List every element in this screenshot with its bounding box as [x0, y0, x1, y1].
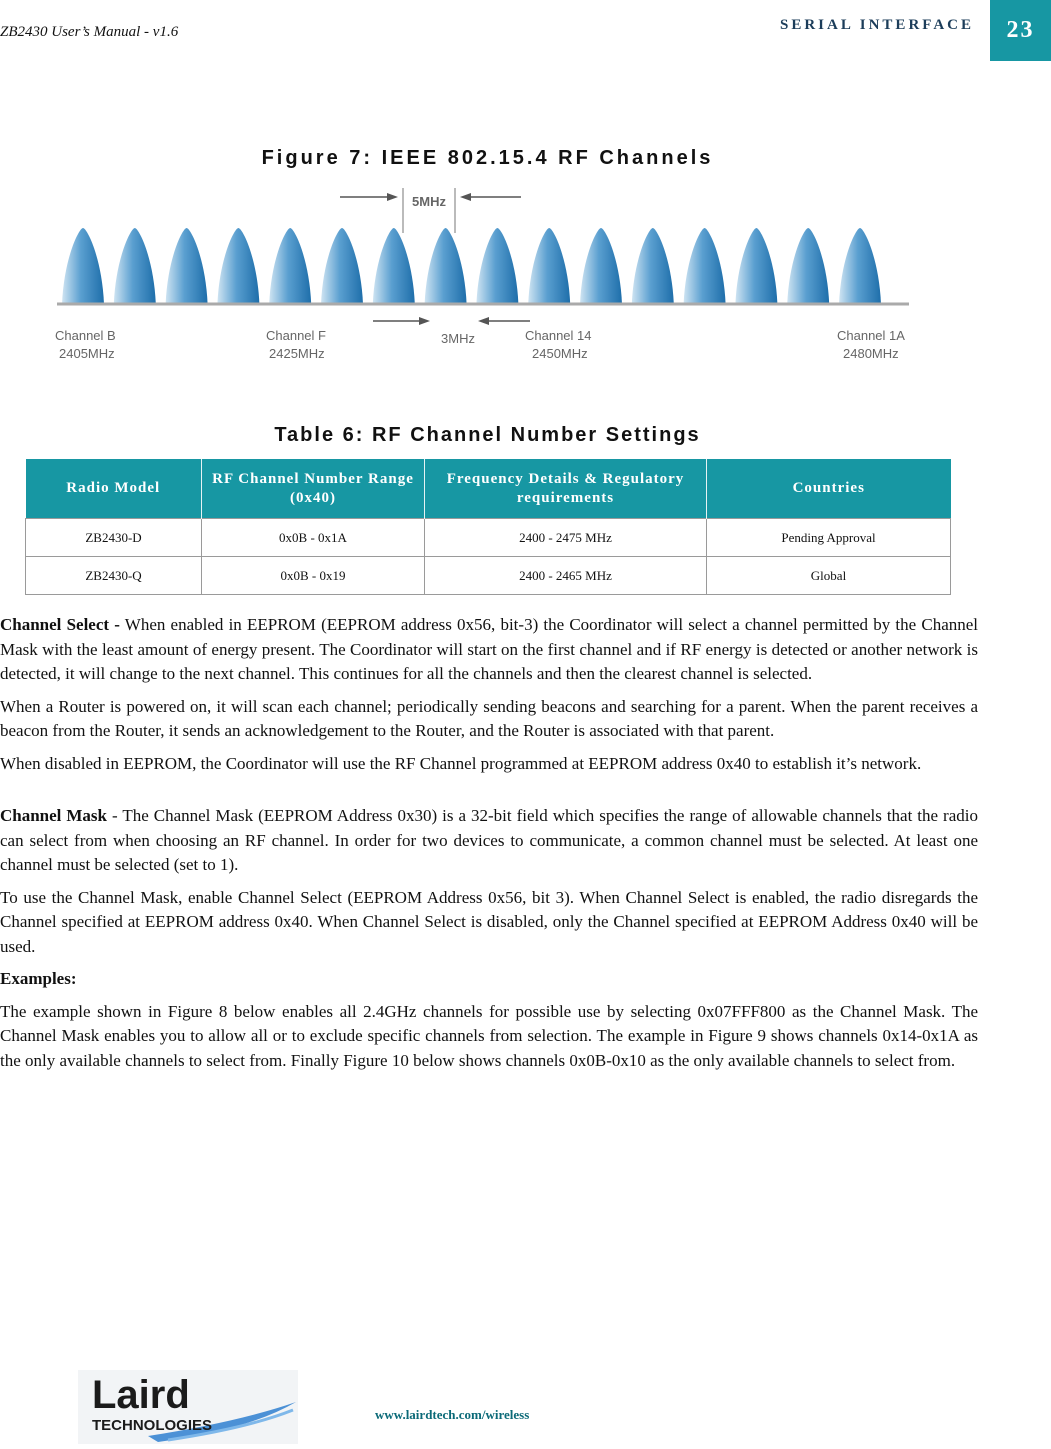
paragraph-channel-select	[0, 613, 978, 687]
footer-url[interactable]: www.lairdtech.com/wireless	[375, 1407, 530, 1422]
channel-lobes	[62, 228, 881, 304]
channel-b-freq: 2405MHz	[59, 346, 115, 361]
cell-countries: Pending Approval	[707, 519, 951, 557]
channel-1a-freq: 2480MHz	[843, 346, 899, 361]
table-row	[26, 519, 951, 557]
channel-mask-term: Channel Mask	[0, 806, 108, 825]
top-spacing-annotation	[340, 188, 521, 233]
paragraph-router: When a Router is powered on, it will scan each channel; periodically sending beacons and searching for a parent. When the parent receives a beacon from the Router, it sends an acknowledgement to the Router, and the Router is associated with that parent.	[0, 696, 978, 740]
channel-lobe	[217, 228, 259, 304]
paragraph-examples: The example shown in Figure 8 below enables all 2.4GHz channels for possible use by selecting 0x07FFF800 as the Channel Mask. The Channel Mask enables you to allow all or to exclude specific channels from selection. The example in Figure 9 shows channels 0x14-0x1A as the only available channels to select from. Finally Figure 10 below shows channels 0x0B-0x10 as the only available channels to select from.	[0, 1001, 978, 1070]
table-title: Table 6: RF Channel Number Settings	[274, 424, 701, 446]
rf-channel-figure	[53, 183, 921, 373]
document-title: ZB2430 User’s Manual - v1.6	[0, 24, 179, 40]
channel-lobe	[735, 228, 777, 304]
channel-1a-label: Channel 1A	[837, 328, 905, 343]
cell-channel-range: 0x0B - 0x1A	[202, 519, 425, 557]
channel-lobe	[476, 228, 518, 304]
channel-14-freq: 2450MHz	[532, 346, 588, 361]
channel-lobe	[787, 228, 829, 304]
rf-channel-diagram	[53, 183, 921, 373]
cell-radio-model: ZB2430-Q	[26, 557, 202, 595]
channel-lobe	[580, 228, 622, 304]
cell-channel-range: 0x0B - 0x19	[202, 557, 425, 595]
cell-frequency: 2400 - 2465 MHz	[425, 557, 707, 595]
spacing-3mhz-label: 3MHz	[441, 331, 475, 346]
channel-lobe	[321, 228, 363, 304]
table-header-row	[26, 459, 951, 519]
channel-lobe	[425, 228, 467, 304]
examples-heading	[0, 967, 978, 992]
channel-lobe	[62, 228, 104, 304]
svg-text:TECHNOLOGIES: TECHNOLOGIES	[92, 1417, 213, 1434]
rf-channel-table	[25, 459, 951, 595]
channel-b-label: Channel B	[55, 328, 116, 343]
section-title: SERIAL INTERFACE	[779, 17, 974, 33]
channel-lobe	[269, 228, 311, 304]
figure-title: Figure 7: IEEE 802.15.4 RF Channels	[261, 147, 714, 169]
channel-lobe	[114, 228, 156, 304]
paragraph-text: When enabled in EEPROM (EEPROM address 0x56, bit-3) the Coordinator will select a channel permitted by the Channel Mask with the least amount of energy present. The Coordinator will start on the first channel and if RF energy is detected or another network is detected, it will change to the next channel. This continues for all the channels and then the clearest channel is selected.	[0, 615, 979, 683]
channel-f-label: Channel F	[266, 328, 326, 343]
channel-lobe	[528, 228, 570, 304]
channel-select-term: Channel Select -	[0, 615, 120, 634]
page-number: 23	[990, 0, 1051, 61]
channel-f-freq: 2425MHz	[269, 346, 325, 361]
channel-lobe	[373, 228, 415, 304]
channel-lobe	[166, 228, 208, 304]
header-frequency: Frequency Details & Regulatory requirements	[425, 459, 707, 519]
cell-countries: Global	[707, 557, 951, 595]
channel-lobe	[684, 228, 726, 304]
channel-lobe	[839, 228, 881, 304]
cell-radio-model: ZB2430-D	[26, 519, 202, 557]
header-countries: Countries	[707, 459, 951, 519]
paragraph-channel-mask	[0, 804, 978, 878]
header-radio-model: Radio Model	[26, 459, 202, 519]
table-row	[26, 557, 951, 595]
examples-label: Examples:	[0, 969, 77, 988]
header-channel-range: RF Channel Number Range (0x40)	[202, 459, 425, 519]
body-text	[0, 613, 978, 1081]
laird-logo	[78, 1370, 298, 1444]
paragraph-disabled: When disabled in EEPROM, the Coordinator will use the RF Channel programmed at EEPROM address 0x40 to establish it’s network.	[0, 753, 922, 773]
channel-lobe	[632, 228, 674, 304]
paragraph-mask-usage: To use the Channel Mask, enable Channel Select (EEPROM Address 0x56, bit 3). When Channel Select is enabled, the radio disregards the Channel specified at EEPROM address 0x40. When Channel Select is disabled, only the Channel specified at EEPROM Address 0x40 will be used.	[0, 887, 978, 956]
paragraph-text: - The Channel Mask (EEPROM Address 0x30) is a 32-bit field which specifies the range of allowable channels that the radio can select from when choosing an RF channel. In order for two devices to communicate, a common channel must be selected. At least one channel must be selected (set to 1).	[0, 806, 978, 874]
cell-frequency: 2400 - 2475 MHz	[425, 519, 707, 557]
channel-14-label: Channel 14	[525, 328, 592, 343]
svg-text:Laird: Laird	[92, 1373, 190, 1417]
spacing-5mhz-label: 5MHz	[412, 194, 446, 209]
bottom-spacing-annotation	[373, 317, 530, 346]
